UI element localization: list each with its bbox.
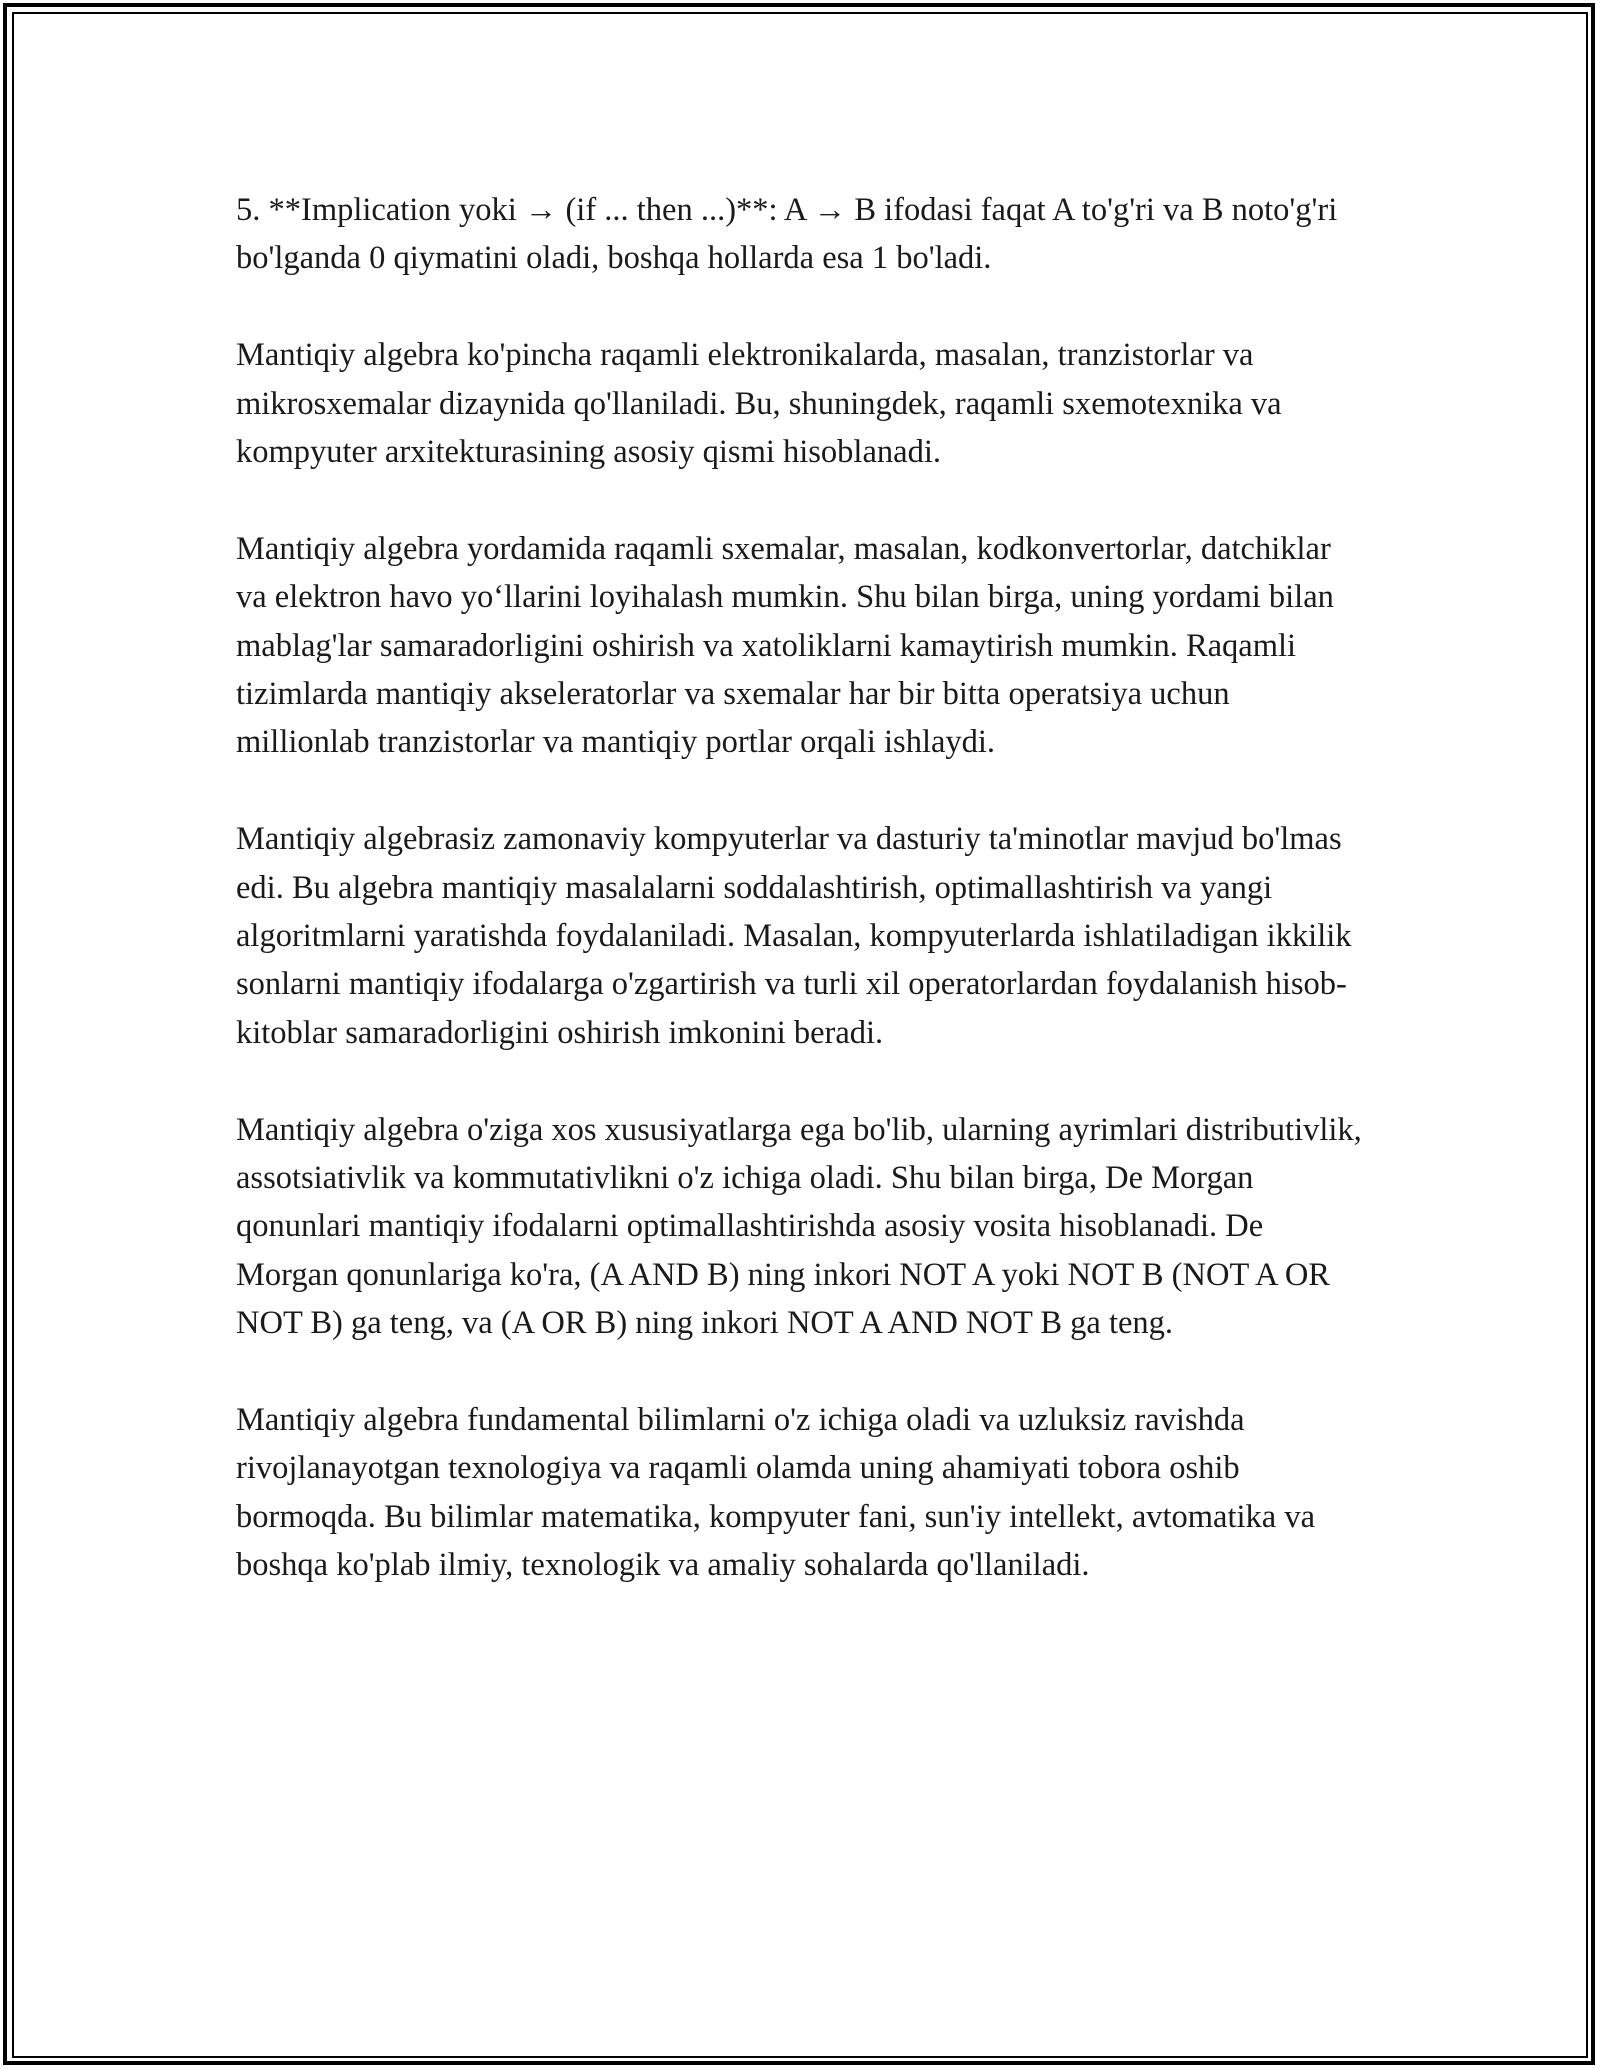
paragraph-digital-circuits: Mantiqiy algebra yordamida raqamli sxemalar, masalan, kodkonvertorlar, datchiklar va elektron havo yo‘llarini loyihalash mumkin. Shu bilan birga, uning yordami bilan mablag'lar samaradorligini oshirish va xatoliklarni kamaytirish mumkin. Raqamli tizimlarda mantiqiy akseleratorlar va sxemalar har bir bitta operatsiya uchun millionlab tranzistorlar va mantiqiy portlar orqali ishlaydi. [236, 530, 1334, 761]
paragraph-implication: 5. **Implication yoki → (if ... then ...)**: A → B ifodasi faqat A to'g'ri va B noto'g'ri bo'lganda 0 qiymatini oladi, boshqa hollarda esa 1 bo'ladi. [236, 192, 1338, 277]
paragraph-applications: Mantiqiy algebra ko'pincha raqamli elektronikalarda, masalan, tranzistorlar va mikrosxemalar dizaynida qo'llaniladi. Bu, shuningdek, raqamli sxemotexnika va kompyuter arxitekturasining asosiy qismi hisoblanadi. [236, 337, 1282, 471]
paragraph-conclusion: Mantiqiy algebra fundamental bilimlarni o'z ichiga oladi va uzluksiz ravishda rivojlanayotgan texnologiya va raqamli olamda uning ahamiyati tobora oshib bormoqda. Bu bilimlar matematika, kompyuter fani, sun'iy intellekt, avtomatika va boshqa ko'plab ilmiy, texnologik va amaliy sohalarda qo'llaniladi. [236, 1402, 1316, 1584]
document-body [236, 186, 1366, 1590]
paragraph-de-morgan: Mantiqiy algebra o'ziga xos xususiyatlarga ega bo'lib, ularning ayrimlari distributivlik, assotsiativlik va kommutativlikni o'z ichiga oladi. Shu bilan birga, De Morgan qonunlari mantiqiy ifodalarni optimallashtirishda asosiy vosita hisoblanadi. De Morgan qonunlariga ko'ra, (A AND B) ning inkori NOT A yoki NOT B (NOT A OR NOT B) ga teng, va (A OR B) ning inkori NOT A AND NOT B ga teng. [236, 1111, 1362, 1342]
paragraph-modern-computers: Mantiqiy algebrasiz zamonaviy kompyuterlar va dasturiy ta'minotlar mavjud bo'lmas edi. Bu algebra mantiqiy masalalarni soddalashtirish, optimallashtirish va yangi algoritmlarni yaratishda foydalaniladi. Masalan, kompyuterlarda ishlatiladigan ikkilik sonlarni mantiqiy ifodalarga o'zgartirish va turli xil operatorlardan foydalanish hisob-kitoblar samaradorligini oshirish imkonini beradi. [236, 821, 1352, 1051]
